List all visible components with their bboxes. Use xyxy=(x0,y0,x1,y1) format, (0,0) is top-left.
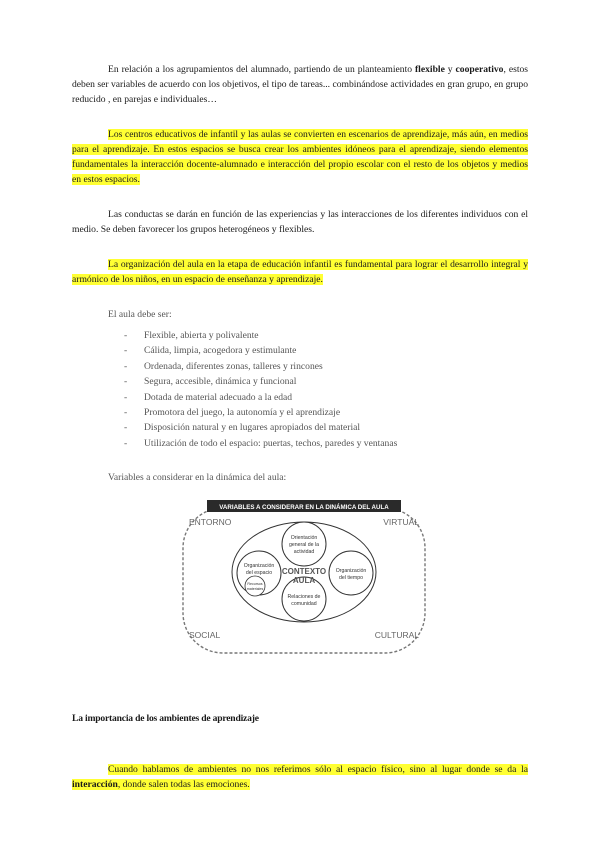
bottom-node-line2: comunidad xyxy=(291,601,317,607)
small-node-line2: materiales xyxy=(246,587,264,591)
list-item xyxy=(124,343,528,358)
list-item-text: Cálida, limpia, acogedora y estimulante xyxy=(144,345,297,357)
section-spacer xyxy=(72,726,528,762)
list-item-text: Disposición natural y en lugares apropiados del material xyxy=(144,422,361,434)
document-page xyxy=(72,62,528,792)
text: En relación a los agrupamientos del alumnado, partiendo de un planteamiento xyxy=(108,64,415,75)
corner-label-cultural: CULTURAL xyxy=(374,630,419,640)
small-node-line1: Recursos xyxy=(247,582,263,586)
diagram-banner-text: VARIABLES A CONSIDERAR EN LA DINÁMICA DEL AULA xyxy=(219,504,389,511)
aula-features-list xyxy=(72,328,528,451)
top-node-line1: Orientación xyxy=(290,535,318,541)
variables-diagram xyxy=(181,498,427,656)
left-node-line1: Organización xyxy=(243,563,275,569)
dash-bullet: - xyxy=(124,330,128,341)
paragraph-aula-debe-ser: El aula debe ser: xyxy=(108,309,172,320)
corner-label-social: SOCIAL xyxy=(189,630,221,640)
bold-text: flexible xyxy=(414,64,445,75)
highlighted-bold-text: interacción xyxy=(72,779,118,791)
list-item xyxy=(124,390,528,405)
list-item xyxy=(124,374,528,389)
bold-text: cooperativo xyxy=(455,64,504,75)
top-node-line2: general de la xyxy=(289,542,319,548)
dash-bullet: - xyxy=(124,407,128,419)
left-node-line2: del espacio xyxy=(245,570,273,576)
dash-bullet: - xyxy=(124,391,128,403)
corner-label-virtual: VIRTUAL xyxy=(383,517,419,527)
list-item xyxy=(124,359,528,374)
dash-bullet: - xyxy=(124,376,128,388)
dash-bullet: - xyxy=(124,345,128,357)
corner-label-entorno: ENTORNO xyxy=(189,517,232,527)
list-item-text: Segura, accesible, dinámica y funcional xyxy=(144,376,297,388)
list-item-text: Dotada de material adecuado a la edad xyxy=(144,391,293,403)
list-item-text: Flexible, abierta y polivalente xyxy=(144,330,259,341)
highlighted-text: La organización del aula en la etapa de educación infantil es fundamental para lograr el desarrollo integral y armónico de los niños, en un espacio de enseñanza y aprendizaje. xyxy=(72,259,528,285)
bottom-node-line1: Relaciones de xyxy=(287,594,321,600)
dash-bullet: - xyxy=(124,437,128,449)
list-item-text: Promotora del juego, la autonomía y el aprendizaje xyxy=(144,407,341,419)
center-label-contexto: CONTEXTO xyxy=(281,567,327,576)
right-node-line1: Organización xyxy=(335,568,367,574)
list-item-text: Ordenada, diferentes zonas, talleres y rincones xyxy=(144,360,323,372)
text: y xyxy=(444,64,456,75)
paragraph-variables: Variables a considerar en la dinámica del aula: xyxy=(108,472,287,484)
highlighted-text: Los centros educativos de infantil y las aulas se convierten en escenarios de aprendizaje, más aún, en medios para el aprendizaje. En estos espacios se busca crear los ambientes idóneos para el aprendizaje, siendo elementos fundamentales la interacción docente-alumnado e interacción del propio escolar con el resto de los objetos y medios en estos espacios. xyxy=(72,129,528,185)
dash-bullet: - xyxy=(124,422,128,434)
right-node-line2: del tiempo xyxy=(339,575,363,581)
paragraph-ambientes xyxy=(72,762,528,792)
list-item-text: Utilización de todo el espacio: puertas, techos, paredes y ventanas xyxy=(144,437,398,449)
list-item xyxy=(124,328,528,343)
paragraph-conductas xyxy=(72,207,528,237)
small-node-circle xyxy=(245,576,265,596)
top-node-line3: actividad xyxy=(293,549,315,555)
list-item xyxy=(124,405,528,420)
paragraph-centros-educativos xyxy=(72,127,528,187)
text: , estos deben ser variables de acuerdo con los objetivos, el tipo de tareas... combinándose actividades en gran grupo, en grupo reducido , en parejas e individuales… xyxy=(72,64,529,105)
section-title: La importancia de los ambientes de aprendizaje xyxy=(72,713,259,725)
highlighted-text: , donde salen todas las emociones. xyxy=(117,779,250,791)
paragraph-organizacion-aula xyxy=(72,257,528,287)
paragraph-agrupamientos xyxy=(72,62,528,107)
list-item xyxy=(124,420,528,435)
highlighted-text: Cuando hablamos de ambientes no nos referimos sólo al espacio físico, sino al lugar donde se da la xyxy=(108,764,528,776)
center-label-aula: AULA xyxy=(292,576,316,585)
list-item xyxy=(124,436,528,451)
dash-bullet: - xyxy=(124,360,128,372)
text: Las conductas se darán en función de las experiencias y las interacciones de los diferentes individuos con el medio. Se deben favorecer los grupos heterogéneos y flexibles. xyxy=(72,209,528,235)
